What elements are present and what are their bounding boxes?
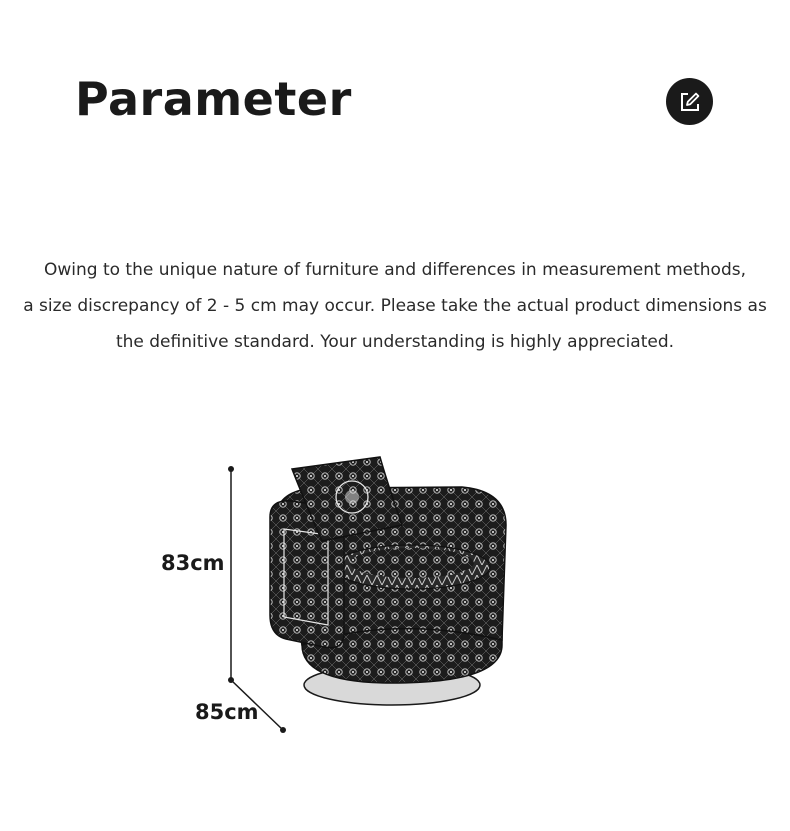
height-dimension-label: 83cm (161, 551, 225, 575)
depth-dimension-label: 85cm (195, 700, 259, 724)
product-image (262, 455, 512, 710)
notice-line-3: the definitive standard. Your understanding is highly appreciated. (115, 332, 675, 352)
notice-line-2: a size discrepancy of 2 - 5 cm may occur. Please take the actual product dimensions as (23, 296, 767, 316)
notice-line-1: Owing to the unique nature of furniture and differences in measurement methods, (43, 260, 747, 280)
page-title: Parameter (75, 72, 352, 126)
